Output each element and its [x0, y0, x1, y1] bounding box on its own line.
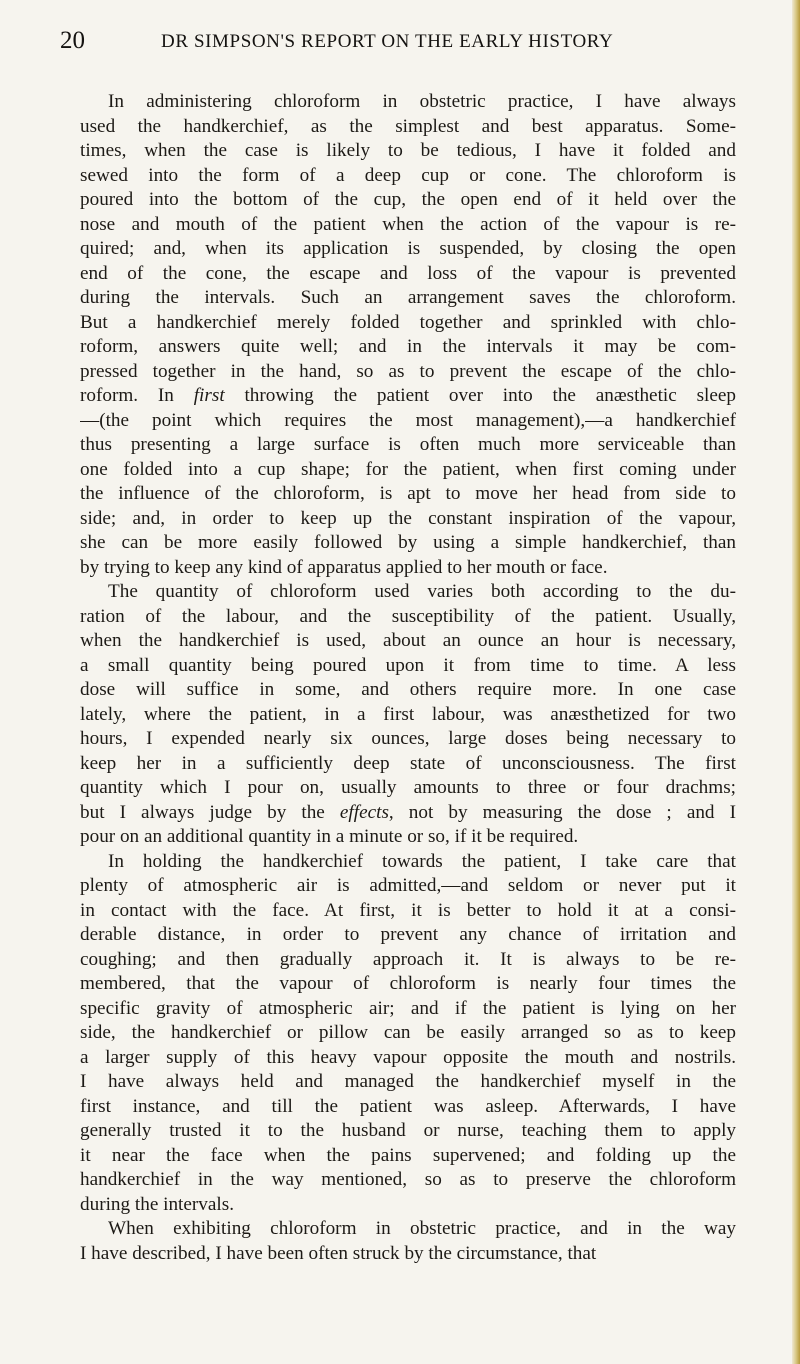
text-line: generally trusted it to the husband or nurse, teaching them to apply	[80, 1120, 736, 1141]
italic-word: effects	[339, 801, 389, 823]
text-line: during the intervals. Such an arrangement saves the chloroform.	[80, 287, 736, 308]
text-line: when the handkerchief is used, about an ounce an hour is necessary,	[80, 630, 736, 651]
text-line: The quantity of chloroform used varies both according to the du-	[108, 581, 736, 602]
text-line: by trying to keep any kind of apparatus applied to her mouth or face.	[80, 556, 608, 578]
text-line: side; and, in order to keep up the constant inspiration of the vapour,	[80, 507, 736, 529]
paragraph	[80, 1217, 736, 1266]
text-line: she can be more easily followed by using a simple handkerchief, than	[80, 532, 736, 553]
text-line: But a handkerchief merely folded together and sprinkled with chlo-	[80, 311, 736, 333]
text-line: quired; and, when its application is suspended, by closing the open	[80, 238, 736, 259]
text-line: a larger supply of this heavy vapour opposite the mouth and nostrils.	[80, 1046, 736, 1068]
page-number: 20	[60, 27, 85, 54]
running-head: DR SIMPSON'S REPORT ON THE EARLY HISTORY	[161, 31, 614, 52]
paragraph	[80, 580, 736, 850]
italic-word: first	[193, 385, 225, 406]
text-line: dose will suffice in some, and others require more. In one case	[80, 679, 736, 700]
text-line: first instance, and till the patient was asleep. Afterwards, I have	[80, 1095, 736, 1117]
text-line: I have always held and managed the handkerchief myself in the	[80, 1071, 736, 1092]
text-line: pour on an additional quantity in a minute or so, if it be required.	[80, 826, 579, 847]
text-line: one folded into a cup shape; for the patient, when first coming under	[80, 458, 736, 480]
text-line: pressed together in the hand, so as to prevent the escape of the chlo-	[80, 360, 736, 382]
text-line: hours, I expended nearly six ounces, large doses being necessary to	[80, 728, 736, 749]
text-line: sewed into the form of a deep cup or cone. The chloroform is	[80, 164, 736, 186]
text-line: keep her in a sufficiently deep state of unconsciousness. The first	[80, 752, 736, 774]
text-line: plenty of atmospheric air is admitted,—and seldom or never put it	[80, 875, 736, 896]
body-text	[80, 90, 736, 1345]
text-line: membered, that the vapour of chloroform is nearly four times the	[80, 973, 736, 994]
text-line: I have described, I have been often struck by the circumstance, that	[80, 1242, 597, 1264]
page-header	[60, 26, 760, 56]
text-line: the influence of the chloroform, is apt to move her head from side to	[80, 483, 736, 504]
text-line: When exhibiting chloroform in obstetric practice, and in the way	[108, 1218, 736, 1239]
text-line: it near the face when the pains supervened; and folding up the	[80, 1144, 736, 1166]
text-line: In holding the handkerchief towards the patient, I take care that	[108, 850, 736, 872]
text-line: handkerchief in the way mentioned, so as to preserve the chloroform	[80, 1169, 736, 1190]
paragraph	[80, 90, 736, 580]
text-line: In administering chloroform in obstetric practice, I have always	[108, 91, 736, 112]
paragraph	[80, 850, 736, 1218]
text-line: roform, answers quite well; and in the intervals it may be com-	[80, 336, 736, 357]
text-line: nose and mouth of the patient when the action of the vapour is re-	[80, 213, 736, 235]
text-line: during the intervals.	[80, 1193, 234, 1215]
text-line: ration of the labour, and the susceptibility of the patient. Usually,	[80, 605, 736, 627]
text-line: quantity which I pour on, usually amounts to three or four drachms;	[80, 777, 736, 798]
text-line: coughing; and then gradually approach it. It is always to be re-	[80, 948, 736, 970]
text-line: poured into the bottom of the cup, the open end of it held over the	[80, 189, 736, 210]
text-line: side, the handkerchief or pillow can be easily arranged so as to keep	[80, 1022, 736, 1043]
text-line: lately, where the patient, in a first labour, was anæsthetized for two	[80, 703, 736, 725]
text-line: used the handkerchief, as the simplest and best apparatus. Some-	[80, 115, 736, 137]
text-line: times, when the case is likely to be tedious, I have it folded and	[80, 140, 736, 161]
text-line: but I always judge by the effects, not by measuring the dose ; and I	[80, 801, 736, 823]
page-edge	[792, 0, 800, 1364]
text-line: end of the cone, the escape and loss of the vapour is prevented	[80, 262, 736, 284]
text-line: roform. In first throwing the patient over into the anæsthetic sleep	[80, 385, 736, 406]
text-line: thus presenting a large surface is often much more serviceable than	[80, 434, 736, 455]
text-line: a small quantity being poured upon it from time to time. A less	[80, 654, 736, 676]
text-line: derable distance, in order to prevent any chance of irritation and	[80, 924, 736, 945]
text-line: in contact with the face. At first, it is better to hold it at a consi-	[80, 899, 736, 921]
text-line: specific gravity of atmospheric air; and if the patient is lying on her	[80, 997, 736, 1019]
text-line: —(the point which requires the most management),—a handkerchief	[80, 409, 736, 431]
